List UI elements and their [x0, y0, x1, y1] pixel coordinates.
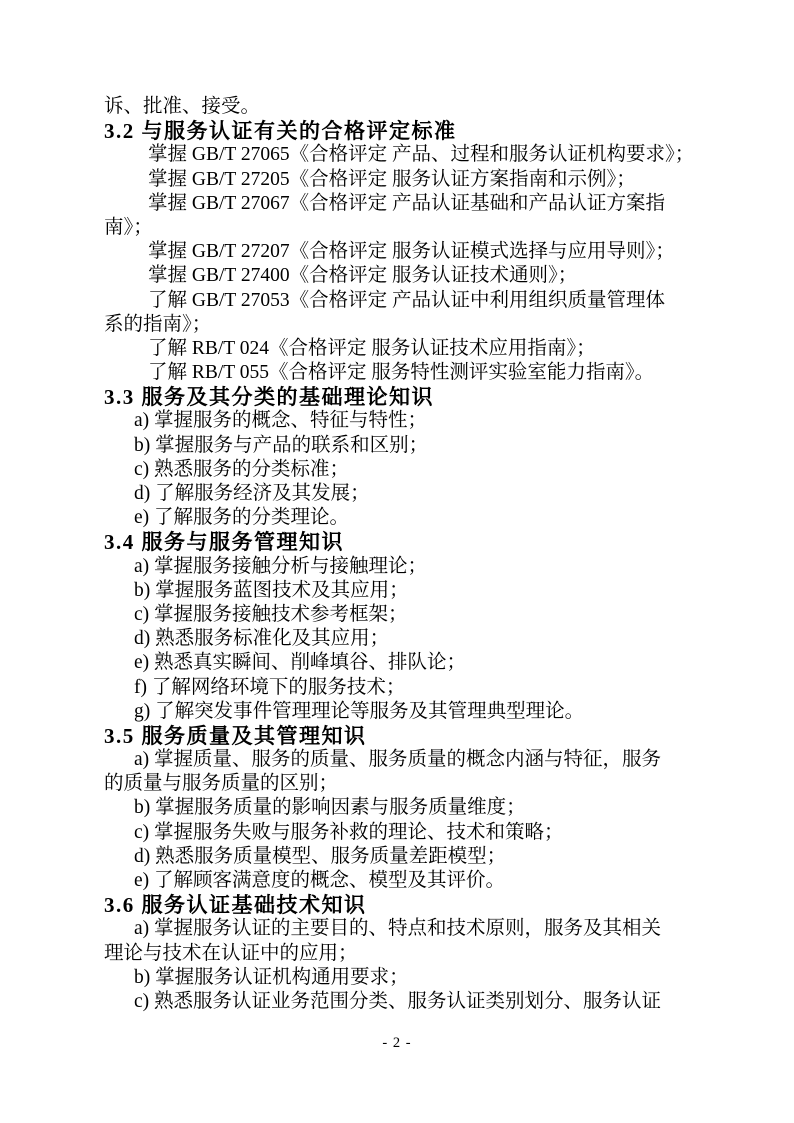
text-line: d) 了解服务经济及其发展； [134, 483, 370, 504]
text-line: b) 掌握服务蓝图技术及其应用； [134, 579, 409, 601]
section-heading: 3.2 与服务认证有关的合格评定标准 [104, 119, 457, 144]
text-line: 南》； [104, 216, 153, 238]
text-line: b) 掌握服务与产品的联系和区别； [134, 434, 429, 456]
text-line: c) 熟悉服务的分类标准； [134, 458, 350, 480]
text-line: 了解 RB/T 024《合格评定 服务认证技术应用指南》； [148, 337, 596, 359]
text-line: a) 掌握服务的概念、特征与特性； [134, 410, 428, 432]
text-line: a) 掌握服务认证的主要目的、特点和技术原则，服务及其相关 [134, 918, 662, 940]
section-heading: 3.3 服务及其分类的基础理论知识 [104, 385, 434, 410]
section-heading: 3.4 服务与服务管理知识 [104, 530, 344, 555]
section-heading: 3.6 服务认证基础技术知识 [104, 893, 367, 918]
text-line: e) 熟悉真实瞬间、削峰填谷、排队论； [134, 652, 467, 674]
text-line: c) 掌握服务接触技术参考框架； [134, 603, 408, 625]
text-line: e) 了解服务的分类理论。 [134, 507, 350, 529]
text-line: 了解 GB/T 27053《合格评定 产品认证中利用组织质量管理体 [148, 289, 665, 311]
text-block [104, 95, 695, 1014]
text-line: g) 了解突发事件管理理论等服务及其管理典型理论。 [134, 700, 585, 722]
text-line: b) 掌握服务认证机构通用要求； [134, 966, 409, 988]
text-line: 诉、批准、接受。 [104, 96, 261, 117]
text-line: c) 熟悉服务认证业务范围分类、服务认证类别划分、服务认证 [134, 990, 662, 1012]
page-number: - 2 - [382, 1035, 412, 1051]
text-line: 系的指南》； [104, 313, 212, 335]
section-heading: 3.5 服务质量及其管理知识 [104, 723, 367, 748]
text-line: 掌握 GB/T 27065《合格评定 产品、过程和服务认证机构要求》； [148, 144, 695, 166]
text-line: 掌握 GB/T 27067《合格评定 产品认证基础和产品认证方案指 [148, 192, 665, 214]
text-line: b) 掌握服务质量的影响因素与服务质量维度； [134, 797, 526, 819]
text-line: f) 了解网络环境下的服务技术； [134, 676, 406, 698]
text-line: c) 掌握服务失败与服务补救的理论、技术和策略； [134, 821, 564, 843]
text-line: 掌握 GB/T 27400《合格评定 服务认证技术通则》； [148, 265, 578, 287]
text-line: e) 了解顾客满意度的概念、模型及其评价。 [134, 870, 506, 891]
text-line: 了解 RB/T 055《合格评定 服务特性测评实验室能力指南》。 [148, 362, 655, 384]
text-line: 理论与技术在认证中的应用； [104, 942, 358, 964]
text-line: 的质量与服务质量的区别； [104, 773, 339, 795]
text-line: 掌握 GB/T 27205《合格评定 服务认证方案指南和示例》； [148, 168, 636, 190]
text-line: 掌握 GB/T 27207《合格评定 服务认证模式选择与应用导则》； [148, 241, 675, 263]
text-line: d) 熟悉服务质量模型、服务质量差距模型； [134, 845, 507, 867]
text-line: a) 掌握质量、服务的质量、服务质量的概念内涵与特征，服务 [134, 749, 662, 771]
text-line: a) 掌握服务接触分析与接触理论； [134, 555, 428, 577]
text-line: d) 熟悉服务标准化及其应用； [134, 628, 390, 650]
